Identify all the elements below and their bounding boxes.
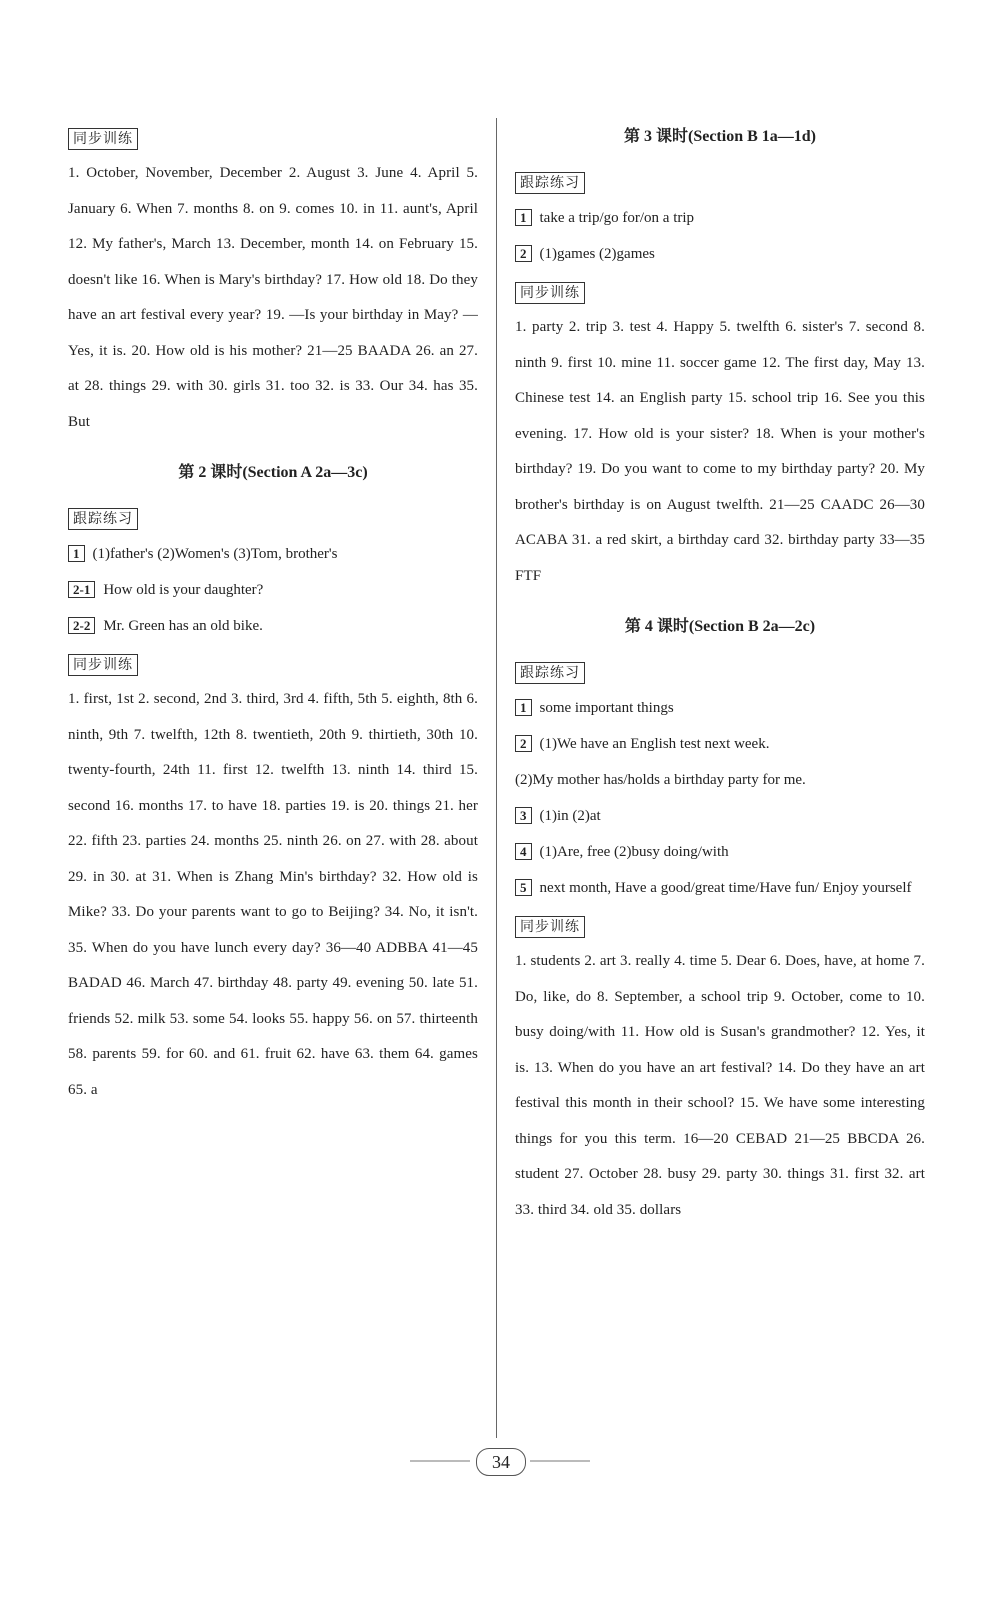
answer-paragraph: 1. October, November, December 2. August 3. June 4. April 5. January 6. When 7. months 8. on 9. comes 10. in 11. aunt's, April 12. My father's, March 13. December, month 14. on February 15. doesn't like 16. When is Mary's birthday? 17. How old 18. Do they have an art festival every year? 19. —Is your birthday in May? —Yes, it is. 20. How old is his mother? 21—25 BAADA 26. an 27. at 28. things 29. with 30. girls 31. too 32. is 33. Our 34. has 35. But [68,165,478,430]
answer-paragraph: 1. first, 1st 2. second, 2nd 3. third, 3rd 4. fifth, 5th 5. eighth, 8th 6. ninth, 9th 7. twelfth, 12th 8. twentieth, 20th 9. thirtieth, 30th 10. twenty-fourth, 24th 11. first 12. twelfth 13. ninth 14. third 15. second 16. months 17. to have 18. parties 19. is 20. things 21. her 22. fifth 23. parties 24. months 25. ninth 26. on 27. with 28. about 29. in 30. at 31. When is Zhang Min's birthday? 32. How old is Mike? 33. Do your parents want to go to Beijing? 34. No, it isn't. 35. When do you have lunch every day? 36—40 ADBBA 41—45 BADAD 46. March 47. birthday 48. party 49. evening 50. late 51. friends 52. milk 53. some 54. looks 55. happy 56. on 57. thirteenth 58. parents 59. for 60. and 61. fruit 62. have 63. them 64. games 65. a [68,691,478,1098]
exercise-item [515,236,925,272]
item-text: (1)We have an English test next week. [539,736,770,752]
item-text: (2)My mother has/holds a birthday party for me. [515,772,806,788]
section-tag: 跟踪练习 [515,172,585,194]
item-number: 2 [515,735,532,752]
item-number: 1 [515,699,532,716]
page-number-ornament-right [530,1460,590,1462]
item-text: take a trip/go for/on a trip [539,210,695,226]
item-text: next month, Have a good/great time/Have fun/ Enjoy yourself [539,880,912,896]
item-number: 2-1 [68,581,95,598]
exercise-item [515,726,925,762]
item-number: 1 [68,545,85,562]
section-tag: 同步训练 [515,916,585,938]
lesson-heading: 第 4 课时(Section B 2a—2c) [624,618,816,635]
answer-paragraph: 1. party 2. trip 3. test 4. Happy 5. twelfth 6. sister's 7. second 8. ninth 9. first 10. mine 11. soccer game 12. The first day, May 13. Chinese test 14. an English party 15. school trip 16. See you this evening. 17. How old is your sister? 18. When is your mother's birthday? 19. Do you want to come to my birthday party? 20. My brother's birthday is on August twelfth. 21—25 CAADC 26—30 ACABA 31. a red skirt, a birthday card 32. birthday party 33—35 FTF [515,319,925,584]
item-text: some important things [539,700,674,716]
item-number: 5 [515,879,532,896]
item-text: (1)games (2)games [539,246,655,262]
right-column [515,118,925,1228]
page-number-ornament-left [410,1460,470,1462]
exercise-item [515,690,925,726]
item-number: 2-2 [68,617,95,634]
section-tag: 同步训练 [68,128,138,150]
section-tag: 同步训练 [515,282,585,304]
item-number: 2 [515,245,532,262]
item-number: 1 [515,209,532,226]
item-text: (1)father's (2)Women's (3)Tom, brother's [92,546,338,562]
page-number: 34 [476,1448,526,1476]
exercise-item [515,834,925,870]
lesson-heading: 第 3 课时(Section B 1a—1d) [623,128,816,145]
section-tag: 跟踪练习 [68,508,138,530]
exercise-item [68,608,478,644]
exercise-item [515,762,925,798]
section-tag: 跟踪练习 [515,662,585,684]
item-text: (1)Are, free (2)busy doing/with [539,844,729,860]
item-text: Mr. Green has an old bike. [103,618,263,634]
item-number: 3 [515,807,532,824]
exercise-item [515,798,925,834]
exercise-item [68,572,478,608]
lesson-heading: 第 2 课时(Section A 2a—3c) [178,464,368,481]
column-divider [496,118,497,1438]
answer-paragraph: 1. students 2. art 3. really 4. time 5. Dear 6. Does, have, at home 7. Do, like, do 8. September, a school trip 9. October, come to 10. busy doing/with 11. How old is Susan's grandmother? 12. Yes, it is. 13. When do you have an art festival? 14. Do they have an art festival this month in their school? 15. We have some interesting things for you this term. 16—20 CEBAD 21—25 BBCDA 26. student 27. October 28. busy 29. party 30. things 31. first 32. art 33. third 34. old 35. dollars [515,953,925,1218]
item-number: 4 [515,843,532,860]
exercise-item [68,536,478,572]
item-text: (1)in (2)at [539,808,601,824]
left-column [68,118,478,1108]
exercise-item [515,200,925,236]
section-tag: 同步训练 [68,654,138,676]
exercise-item [515,870,925,906]
item-text: How old is your daughter? [103,582,264,598]
